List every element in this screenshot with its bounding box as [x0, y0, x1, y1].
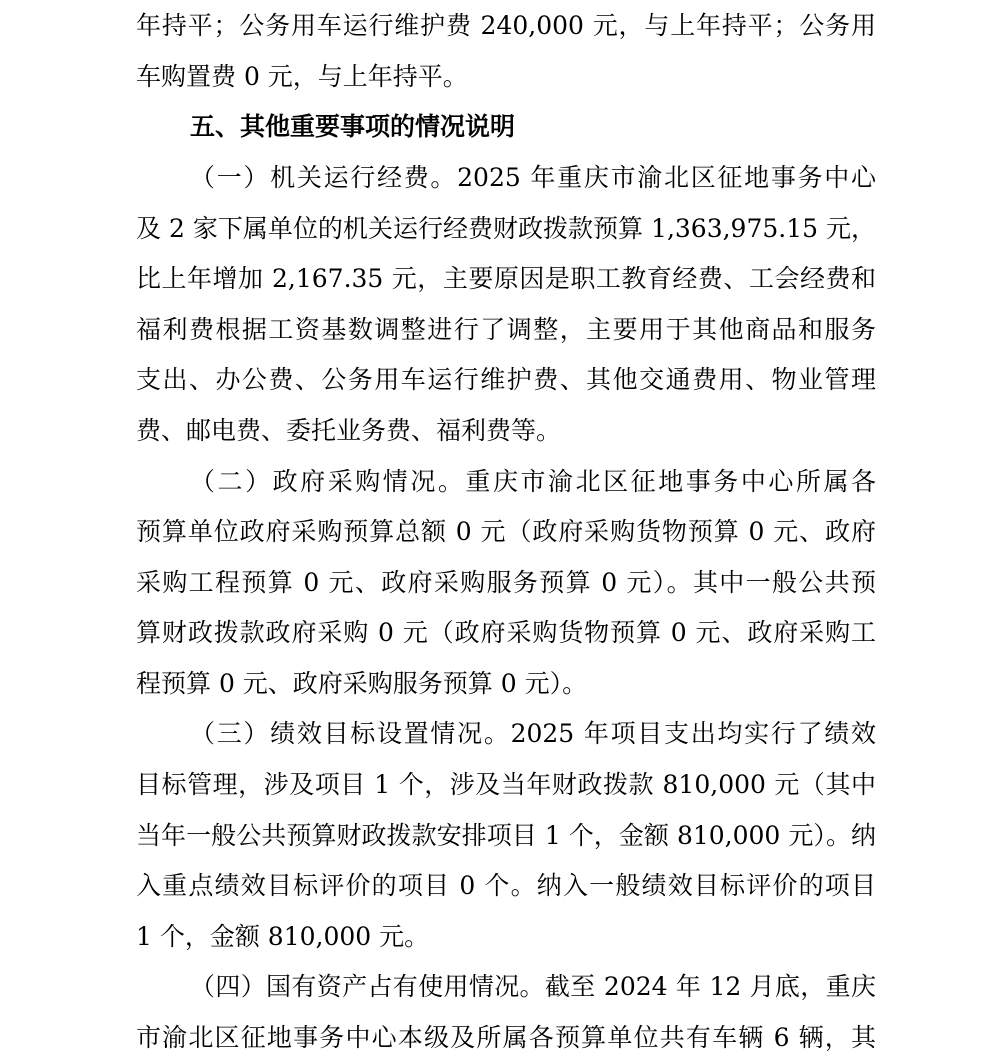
paragraph-line: 目标管理，涉及项目 1 个，涉及当年财政拨款 810,000 元（其中 — [136, 770, 876, 799]
paragraph-line: 采购工程预算 0 元、政府采购服务预算 0 元）。其中一般公共预 — [136, 568, 876, 597]
section-heading: 五、其他重要事项的情况说明 — [190, 112, 516, 141]
paragraph-line: （三）绩效目标设置情况。2025 年项目支出均实行了绩效 — [190, 719, 876, 748]
paragraph-line: 1 个，金额 810,000 元。 — [136, 922, 430, 951]
paragraph-line: 算财政拨款政府采购 0 元（政府采购货物预算 0 元、政府采购工 — [136, 618, 876, 647]
paragraph-line: 比上年增加 2,167.35 元，主要原因是职工教育经费、工会经费和 — [136, 264, 876, 293]
paragraph-line: （二）政府采购情况。重庆市渝北区征地事务中心所属各 — [190, 467, 876, 496]
paragraph-line: （一）机关运行经费。2025 年重庆市渝北区征地事务中心 — [190, 163, 876, 192]
paragraph-line: 程预算 0 元、政府采购服务预算 0 元）。 — [136, 669, 588, 698]
paragraph-line: 年持平；公务用车运行维护费 240,000 元，与上年持平；公务用 — [136, 11, 876, 40]
paragraph-line: 及 2 家下属单位的机关运行经费财政拨款预算 1,363,975.15 元， — [136, 214, 876, 243]
paragraph-line: 当年一般公共预算财政拨款安排项目 1 个，金额 810,000 元）。纳 — [136, 821, 876, 850]
paragraph-line: 预算单位政府采购预算总额 0 元（政府采购货物预算 0 元、政府 — [136, 517, 876, 546]
paragraph-line: 入重点绩效目标评价的项目 0 个。纳入一般绩效目标评价的项目 — [136, 871, 876, 900]
paragraph-line: 市渝北区征地事务中心本级及所属各预算单位共有车辆 6 辆，其 — [136, 1023, 876, 1052]
paragraph-line: （四）国有资产占有使用情况。截至 2024 年 12 月底，重庆 — [190, 972, 876, 1001]
paragraph-line: 支出、办公费、公务用车运行维护费、其他交通费用、物业管理 — [136, 365, 876, 394]
paragraph-line: 费、邮电费、委托业务费、福利费等。 — [136, 416, 562, 445]
paragraph-line: 福利费根据工资基数调整进行了调整，主要用于其他商品和服务 — [136, 315, 876, 344]
paragraph-line: 车购置费 0 元，与上年持平。 — [136, 62, 468, 91]
